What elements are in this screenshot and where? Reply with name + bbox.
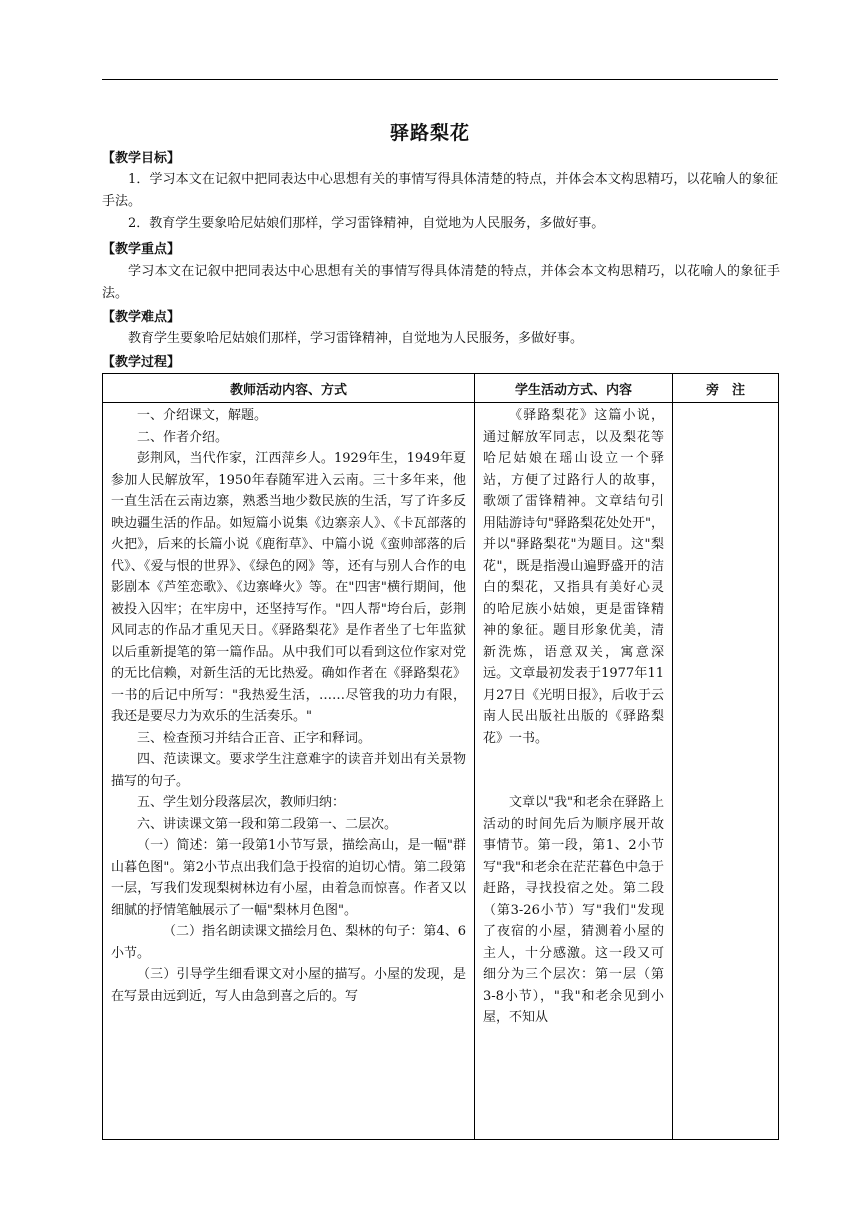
key-heading: 【教学重点】 xyxy=(102,242,181,257)
page-title: 驿路梨花 xyxy=(389,122,470,144)
teacher-item: （二）指名朗读课文描绘月色、梨林的句子：第4、6小节。 xyxy=(111,924,466,961)
teacher-item: 六、讲读课文第一段和第二段第一、二层次。 xyxy=(137,816,398,832)
teacher-item: 二、作者介绍。 xyxy=(137,429,229,445)
teacher-item: （一）简述：第一段第1小节写景，描绘高山，是一幅"群山暮色图"。第2小节点出我们急于投宿的迫切心情。第二段第一层，写我们发现梨树林边有小屋，由着急而惊喜。作者又以细腻的抒情笔触展示了一幅"梨林月色图"。 xyxy=(111,838,466,918)
note-cell xyxy=(673,403,779,1140)
header-rule xyxy=(102,79,778,80)
teacher-activities-cell xyxy=(103,403,475,1140)
process-heading: 【教学过程】 xyxy=(102,355,181,370)
teacher-item: （三）引导学生细看课文对小屋的描写。小屋的发现，是在写景由远到近，写人由急到喜之后的。写 xyxy=(111,967,466,1004)
goal-2: 2．教育学生要象哈尼姑娘们那样，学习雷锋精神，自觉地为人民服务，多做好事。 xyxy=(128,216,605,231)
teacher-column-header: 教师活动内容、方式 xyxy=(103,374,475,403)
goals-heading: 【教学目标】 xyxy=(102,151,181,166)
student-activities-cell xyxy=(475,403,673,1140)
teacher-item: 四、范读课文。要求学生注意难字的读音并划出有关景物描写的句子。 xyxy=(111,752,466,789)
student-column-header: 学生活动方式、内容 xyxy=(475,374,673,403)
student-item: 文章以"我"和老余在驿路上活动的时间先后为顺序展开故事情节。第一段，第1、2小节写"我"和老余在茫茫暮色中急于赶路，寻找投宿之处。第二段（第3-26小节）写"我们"发现了夜宿的小屋，猜测着小屋的主人，十分感激。这一段又可细分为三个层次：第一层（第3-8小节），"我"和老余见到小屋，不知从 xyxy=(483,795,664,1025)
teacher-item: 彭荆风，当代作家，江西萍乡人。1929年生，1949年夏参加人民解放军，1950年春随军进入云南。三十多年来，他一直生活在云南边寨，熟悉当地少数民族的生活，写了许多反映边疆生活的作品。如短篇小说集《边寨亲人》、《卡瓦部落的火把》，后来的长篇小说《鹿衔草》、中篇小说《蛮帅部落的后代》、《爱与恨的世界》、《绿色的网》等，还有与别人合作的电影剧本《芦笙恋歌》、《边寨峰火》等。在"四害"横行期间，他被投入囚牢；在牢房中，还坚持写作。"四人帮"垮台后，彭荆风同志的作品才重见天日。《驿路梨花》是作者坐了七年监狱以后重新提笔的第一篇作品。从中我们可以看到这位作家对党的无比信赖，对新生活的无比热爱。确如作者在《驿路梨花》一书的后记中所写："我热爱生活，……尽管我的功力有限，我还是要尽力为欢乐的生活奏乐。" xyxy=(111,451,466,724)
teacher-item: 五、学生划分段落层次，教师归纳： xyxy=(137,795,346,810)
note-column-header: 旁 注 xyxy=(673,374,779,403)
teacher-item: 一、介绍课文，解题。 xyxy=(137,408,268,423)
difficulty-text: 教育学生要象哈尼姑娘们那样，学习雷锋精神，自觉地为人民服务，多做好事。 xyxy=(128,331,584,346)
teacher-item: 三、检查预习并结合正音、正字和释词。 xyxy=(137,730,372,746)
student-item: 《驿路梨花》这篇小说，通过解放军同志，以及梨花等哈尼姑娘在瑶山设立一个驿站，方便了过路行人的故事，歌颂了雷锋精神。文章结句引用陆游诗句"驿路梨花处处开"，并以"驿路梨花"为题目。这"梨花"，既是指漫山遍野盛开的洁白的梨花，又指具有美好心灵的哈尼族小姑娘，更是雷锋精神的象征。题目形象优美，清新洗炼，语意双关，寓意深远。文章最初发表于1977年11月27日《光明日报》，后收于云南人民出版社出版的《驿路梨花》一书。 xyxy=(483,408,664,746)
key-text: 学习本文在记叙中把同表达中心思想有关的事情写得具体清楚的特点，并体会本文构思精巧，以花喻人的象征手法。 xyxy=(102,264,780,301)
table-header-row xyxy=(103,374,779,403)
goal-1: 1．学习本文在记叙中把同表达中心思想有关的事情写得具体清楚的特点，并体会本文构思精巧，以花喻人的象征手法。 xyxy=(102,172,778,209)
table-body-row xyxy=(103,403,779,1140)
process-table xyxy=(102,373,779,1140)
difficulty-heading: 【教学难点】 xyxy=(102,310,181,325)
